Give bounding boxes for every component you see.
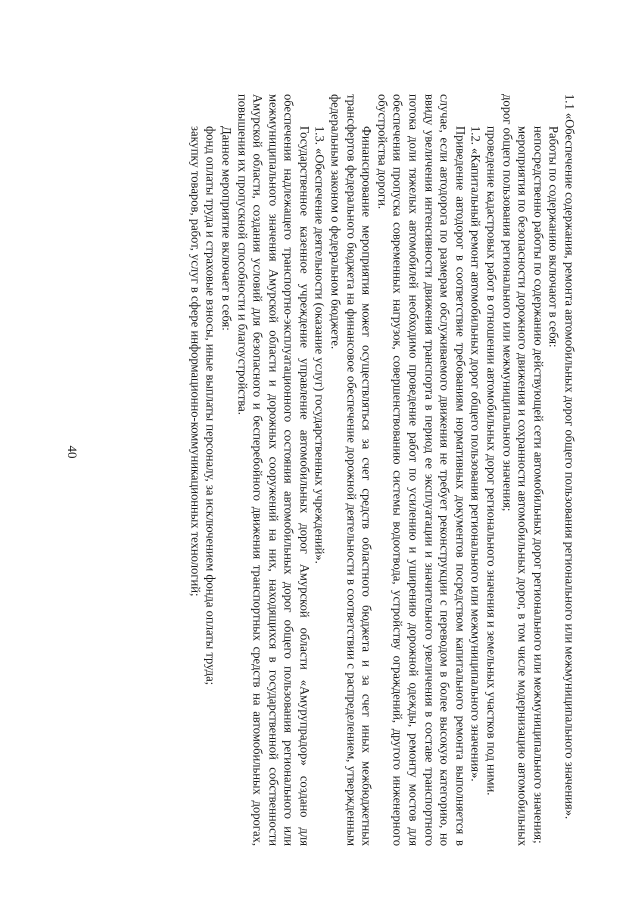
page-number: 40 [65, 445, 80, 459]
paragraph-maintenance-intro: Работы по содержанию включают в себя: [546, 126, 561, 348]
paragraph-1-2-title: 1.2. «Капитальный ремонт автомобильных дорог общего пользования регионального или межмуниципального значения». [468, 126, 483, 782]
document-body [102, 94, 577, 846]
paragraph-maintenance-works: непосредственно работы по содержанию действующей сети автомобильных дорог регионального или межмуниципального значения; [531, 126, 546, 844]
paragraph-procurement: закупку товаров, работ, услуг в сфере информационно-коммуникационных технологий; [188, 126, 203, 597]
paragraph-1-1-title: 1.1 «Обеспечение содержания, ремонта автомобильных дорог общего пользования регионального или межмуниципального значения». [562, 94, 577, 820]
paragraph-payroll: фонд оплаты труда и страховые взносы, иные выплаты персоналу, за исключением фонда оплаты труда; [203, 126, 218, 686]
paragraph-1-3-title: 1.3. «Обеспечение деятельности (оказание услуг) государственных учреждений». [313, 126, 327, 564]
paragraph-cadastral-works: проведение кадастровых работ в отношении автомобильных дорог регионального значения и земельных участков под ними. [484, 126, 499, 796]
paragraph-safety-measures: мероприятия по безопасности дорожного движения и сохранности автомобильных дорог, в том числе модернизацию автомобильных дорог общего пользования регионального или межмуниципального значения; [500, 94, 530, 846]
paragraph-financing: Финансирование мероприятия может осуществляться за счет средств областного бюджета и за счет иных межбюджетных трансфертов федерального бюджета на финансовое обеспечение дорожной деятельности в соответствии с распределением, утвержденным федеральным законом о федеральном бюджете. [328, 94, 374, 846]
paragraph-state-institution: Государственное казенное учреждение управление автомобильных дорог Амурской области «Амурупрадор» создано для обеспечения надлежащего транспортно-эксплуатационного состояния автомобильных дорог общего пользования регионального или межмуниципального значения Амурской области и дорожных сооружений на них, находящихся в государственной собственности Амурской области, создания условий для безопасного и бесперебойного движения транспортных средств на автомобильных дорогах, повышения их пропускной способности и благоустройства. [235, 94, 312, 846]
paragraph-capital-repair: Приведение автодорог в соответствие требованиям нормативных документов посредством капитального ремонта выполняется в случае, если автодорога по размерам обслуживаемого движения не требует реконструкции с переводом в более высокую категорию, но ввиду увеличения интенсивности движения транспорта в период ее эксплуатации и значительного увеличения в составе транспортного потока доли тяжелых автомобилей необходимо проведение работ по усилению и уширению дорожной одежды, ремонту мостов для обеспечения пропуска современных нагрузок, совершенствованию системы водоотвода, устройству ограждений, другого инженерного обустройства дороги. [375, 94, 468, 846]
paragraph-includes: Данное мероприятие включает в себя: [219, 126, 234, 331]
